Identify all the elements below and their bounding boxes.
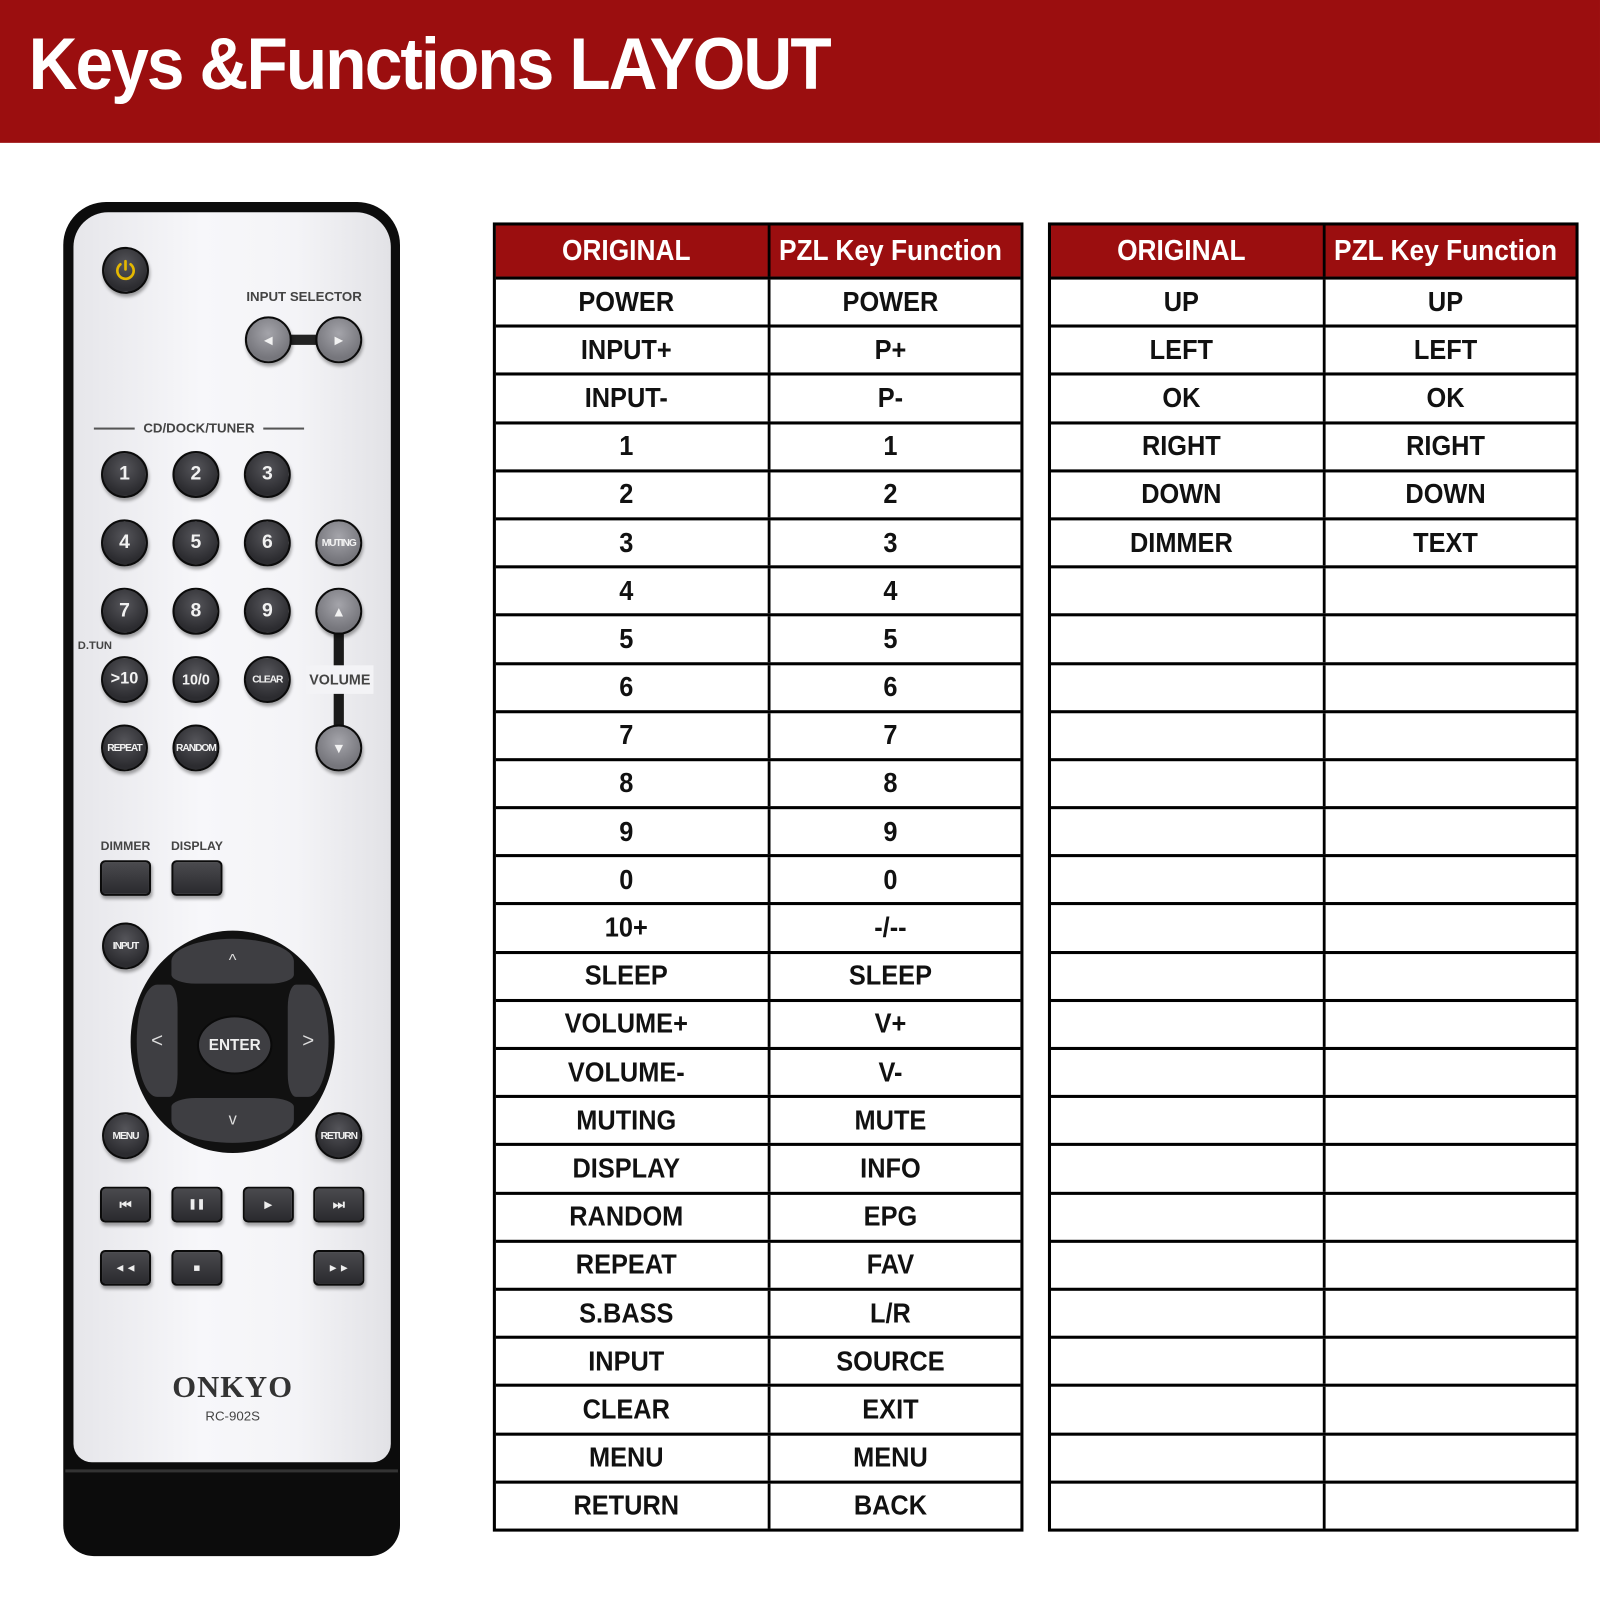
pzl-function-cell xyxy=(1322,1435,1565,1480)
original-key-cell: INPUT+ xyxy=(580,334,672,366)
original-key-cell xyxy=(1061,1002,1301,1047)
table-row xyxy=(1051,1288,1575,1336)
table-row xyxy=(496,373,1020,421)
pzl-function-cell xyxy=(1322,857,1565,902)
table-row xyxy=(1051,662,1575,710)
volume-up-button[interactable]: ▲ xyxy=(315,588,362,635)
pzl-function-cell: INFO xyxy=(767,1146,1010,1191)
pzl-function-cell: 8 xyxy=(767,761,1010,806)
pzl-function-cell xyxy=(1322,1483,1565,1528)
table-row xyxy=(1051,854,1575,902)
random-button[interactable]: RANDOM xyxy=(172,724,219,771)
original-key-cell xyxy=(1061,1243,1301,1288)
pzl-function-cell xyxy=(1322,1291,1565,1336)
table-row xyxy=(496,325,1020,373)
table-row xyxy=(1051,1191,1575,1239)
pzl-function-cell: 9 xyxy=(767,809,1010,854)
pzl-function-cell: LEFT xyxy=(1322,328,1565,373)
table-row xyxy=(1051,758,1575,806)
table-row xyxy=(496,1047,1020,1095)
pzl-function-cell xyxy=(1322,665,1565,710)
table-row xyxy=(1051,1336,1575,1384)
original-key-cell xyxy=(1061,809,1301,854)
table-row xyxy=(1051,421,1575,469)
dimmer-label: DIMMER xyxy=(100,838,151,854)
pzl-function-cell: L/R xyxy=(767,1291,1010,1336)
pzl-function-cell: 2 xyxy=(767,472,1010,517)
table-row xyxy=(1051,1143,1575,1191)
pzl-function-cell: P+ xyxy=(767,328,1010,373)
pzl-function-cell: EPG xyxy=(767,1194,1010,1239)
pzl-function-cell: MUTE xyxy=(767,1098,1010,1143)
table-row xyxy=(1051,517,1575,565)
header-original: ORIGINAL xyxy=(1117,234,1246,267)
original-key-cell xyxy=(1061,1194,1301,1239)
original-key-cell: LEFT xyxy=(1149,334,1214,366)
pzl-function-cell: MENU xyxy=(767,1435,1010,1480)
pzl-function-cell xyxy=(1322,1194,1565,1239)
table-row xyxy=(496,662,1020,710)
display-button[interactable] xyxy=(171,860,222,896)
power-button[interactable] xyxy=(102,247,149,294)
original-key-cell xyxy=(1061,713,1301,758)
original-key-cell: DISPLAY xyxy=(572,1153,681,1184)
pzl-function-cell xyxy=(1322,809,1565,854)
pzl-function-cell: UP xyxy=(1322,280,1565,325)
table-row xyxy=(496,1240,1020,1288)
dtun-label: D.TUN xyxy=(77,639,113,653)
pzl-function-cell xyxy=(1322,1339,1565,1384)
repeat-button[interactable]: REPEAT xyxy=(101,724,148,771)
page-title: Keys &Functions LAYOUT xyxy=(28,23,830,106)
table-row xyxy=(1051,1432,1575,1480)
original-key-cell: RANDOM xyxy=(569,1201,684,1232)
play-button[interactable]: ► xyxy=(243,1187,294,1223)
previous-button[interactable]: ⏮ xyxy=(100,1187,151,1223)
original-key-cell: 7 xyxy=(619,719,634,751)
table-row xyxy=(496,902,1020,950)
digit-8-button[interactable]: 8 xyxy=(172,588,219,635)
pzl-function-cell: SLEEP xyxy=(767,954,1010,999)
pzl-function-cell xyxy=(1322,568,1565,613)
pzl-function-cell xyxy=(1322,617,1565,662)
original-key-cell: 0 xyxy=(619,864,634,895)
dimmer-button[interactable] xyxy=(100,860,151,896)
original-key-cell: OK xyxy=(1162,382,1201,414)
original-key-cell: VOLUME- xyxy=(567,1056,685,1088)
table-row xyxy=(1051,806,1575,854)
table-row xyxy=(496,1336,1020,1384)
pzl-function-cell: BACK xyxy=(767,1483,1010,1528)
original-key-cell xyxy=(1061,617,1301,662)
fast-forward-button[interactable]: ►► xyxy=(313,1250,364,1286)
original-key-cell xyxy=(1061,665,1301,710)
title-banner xyxy=(0,0,1600,143)
power-icon xyxy=(113,258,137,282)
table-header xyxy=(1051,226,1575,277)
pzl-function-cell xyxy=(1322,1146,1565,1191)
table-row xyxy=(1051,1047,1575,1095)
table-row xyxy=(496,1095,1020,1143)
digit-3-button[interactable]: 3 xyxy=(244,451,291,498)
next-button[interactable]: ⏭ xyxy=(313,1187,364,1223)
table-row xyxy=(1051,373,1575,421)
table-row xyxy=(496,517,1020,565)
table-row xyxy=(1051,1480,1575,1528)
input-selector-right-button[interactable]: ► xyxy=(315,316,362,363)
original-key-cell xyxy=(1061,906,1301,951)
pzl-function-cell xyxy=(1322,1050,1565,1095)
dpad-down-button[interactable]: v xyxy=(171,1098,293,1143)
original-key-cell: 10+ xyxy=(604,912,648,943)
table-row xyxy=(1051,902,1575,950)
original-key-cell: RETURN xyxy=(573,1490,680,1521)
original-key-cell: INPUT xyxy=(588,1345,665,1377)
stop-button[interactable]: ■ xyxy=(171,1250,222,1286)
pzl-function-cell: 4 xyxy=(767,568,1010,613)
pzl-function-cell: SOURCE xyxy=(767,1339,1010,1384)
table-row xyxy=(496,1288,1020,1336)
table-row xyxy=(496,854,1020,902)
pzl-function-cell: TEXT xyxy=(1322,520,1565,565)
section-line-left xyxy=(94,428,135,430)
original-key-cell: MUTING xyxy=(576,1104,677,1136)
digit-9-button[interactable]: 9 xyxy=(244,588,291,635)
digit-6-button[interactable]: 6 xyxy=(244,519,291,566)
model-label: RC-902S xyxy=(205,1408,260,1424)
table-row xyxy=(496,565,1020,613)
remote-bottom-seam xyxy=(65,1469,398,1472)
table-row xyxy=(496,614,1020,662)
original-key-cell: MENU xyxy=(588,1441,664,1473)
digit-7-button[interactable]: 7 xyxy=(101,588,148,635)
table-row xyxy=(1051,325,1575,373)
pzl-function-cell: RIGHT xyxy=(1322,424,1565,469)
section-line-right xyxy=(263,428,304,430)
header-pzl-key-function: PZL Key Function xyxy=(1322,226,1565,277)
dpad-left-button[interactable]: < xyxy=(137,985,178,1097)
original-key-cell: S.BASS xyxy=(579,1297,674,1329)
table-row xyxy=(496,1191,1020,1239)
table-row xyxy=(1051,999,1575,1047)
pzl-function-cell xyxy=(1322,906,1565,951)
dpad-right-button[interactable]: > xyxy=(288,985,329,1097)
original-key-cell xyxy=(1061,954,1301,999)
table-row xyxy=(1051,1240,1575,1288)
table-row xyxy=(1051,1095,1575,1143)
table-row xyxy=(1051,710,1575,758)
enter-button[interactable]: ENTER xyxy=(197,1015,273,1074)
key-mapping-table-right xyxy=(1048,222,1579,1531)
pzl-function-cell xyxy=(1322,761,1565,806)
pzl-function-cell: P- xyxy=(767,376,1010,421)
original-key-cell: 1 xyxy=(619,430,634,462)
volume-down-button[interactable]: ▼ xyxy=(315,724,362,771)
original-key-cell xyxy=(1061,1291,1301,1336)
table-row xyxy=(496,710,1020,758)
pzl-function-cell: 7 xyxy=(767,713,1010,758)
return-button[interactable]: RETURN xyxy=(315,1112,362,1159)
pzl-function-cell: V- xyxy=(767,1050,1010,1095)
original-key-cell xyxy=(1061,1387,1301,1432)
table-row xyxy=(1051,1384,1575,1432)
section-label: CD/DOCK/TUNER xyxy=(143,420,255,436)
pzl-function-cell: 0 xyxy=(767,857,1010,902)
table-row xyxy=(1051,614,1575,662)
muting-button[interactable]: MUTING xyxy=(315,519,362,566)
table-row xyxy=(496,1480,1020,1528)
clear-button[interactable]: CLEAR xyxy=(244,656,291,703)
pause-button[interactable]: ❚❚ xyxy=(171,1187,222,1223)
table-row xyxy=(496,421,1020,469)
original-key-cell xyxy=(1061,1146,1301,1191)
pzl-function-cell: 1 xyxy=(767,424,1010,469)
original-key-cell: INPUT- xyxy=(584,382,668,414)
pzl-function-cell: FAV xyxy=(767,1243,1010,1288)
original-key-cell: 4 xyxy=(619,575,634,606)
table-row xyxy=(496,277,1020,325)
dpad-up-button[interactable]: ^ xyxy=(171,939,293,984)
original-key-cell: 8 xyxy=(619,767,634,799)
original-key-cell xyxy=(1061,1339,1301,1384)
input-selector-label: INPUT SELECTOR xyxy=(246,288,362,305)
key-mapping-table-left xyxy=(493,222,1024,1531)
header-pzl-key-function: PZL Key Function xyxy=(767,226,1010,277)
table-row xyxy=(496,999,1020,1047)
original-key-cell: POWER xyxy=(578,286,675,317)
pzl-function-cell: POWER xyxy=(767,280,1010,325)
table-row xyxy=(496,951,1020,999)
menu-button[interactable]: MENU xyxy=(102,1112,149,1159)
pzl-function-cell xyxy=(1322,1002,1565,1047)
table-row xyxy=(1051,565,1575,613)
digit-1-button[interactable]: 1 xyxy=(101,451,148,498)
original-key-cell: SLEEP xyxy=(584,960,668,992)
pzl-function-cell: 3 xyxy=(767,520,1010,565)
pzl-function-cell xyxy=(1322,1243,1565,1288)
brand-logo: ONKYO xyxy=(172,1370,294,1405)
original-key-cell xyxy=(1061,1435,1301,1480)
original-key-cell xyxy=(1061,1483,1301,1528)
original-key-cell: 6 xyxy=(619,671,634,703)
rewind-button[interactable]: ◄◄ xyxy=(100,1250,151,1286)
input-selector-left-button[interactable]: ◄ xyxy=(245,316,292,363)
original-key-cell: UP xyxy=(1163,286,1199,317)
original-key-cell: DIMMER xyxy=(1129,527,1233,558)
table-row xyxy=(496,469,1020,517)
pzl-function-cell: DOWN xyxy=(1322,472,1565,517)
pzl-function-cell: 5 xyxy=(767,617,1010,662)
header-original: ORIGINAL xyxy=(562,234,691,267)
original-key-cell: REPEAT xyxy=(575,1249,677,1280)
pzl-function-cell: 6 xyxy=(767,665,1010,710)
pzl-function-cell xyxy=(1322,1098,1565,1143)
pzl-function-cell xyxy=(1322,713,1565,758)
table-row xyxy=(496,1384,1020,1432)
greater-than-10-button[interactable]: >10 xyxy=(101,656,148,703)
table-row xyxy=(1051,469,1575,517)
table-row xyxy=(496,806,1020,854)
digit-4-button[interactable]: 4 xyxy=(101,519,148,566)
original-key-cell xyxy=(1061,568,1301,613)
pzl-function-cell: -/-- xyxy=(767,906,1010,951)
original-key-cell: RIGHT xyxy=(1141,430,1221,462)
pzl-function-cell: EXIT xyxy=(767,1387,1010,1432)
pzl-function-cell: OK xyxy=(1322,376,1565,421)
original-key-cell: CLEAR xyxy=(582,1393,670,1425)
pzl-function-cell xyxy=(1322,1387,1565,1432)
original-key-cell: 5 xyxy=(619,623,634,654)
table-header xyxy=(496,226,1020,277)
display-label: DISPLAY xyxy=(170,838,223,854)
original-key-cell: VOLUME+ xyxy=(564,1008,688,1040)
pzl-function-cell xyxy=(1322,954,1565,999)
input-button[interactable]: INPUT xyxy=(102,922,149,969)
volume-label: VOLUME xyxy=(309,671,371,688)
pzl-function-cell: V+ xyxy=(767,1002,1010,1047)
original-key-cell: 2 xyxy=(619,478,634,510)
table-row xyxy=(496,1432,1020,1480)
original-key-cell: 9 xyxy=(619,815,634,847)
table-row xyxy=(496,758,1020,806)
original-key-cell xyxy=(1061,857,1301,902)
table-row xyxy=(1051,951,1575,999)
digit-5-button[interactable]: 5 xyxy=(172,519,219,566)
original-key-cell: 3 xyxy=(619,527,634,558)
table-row xyxy=(1051,277,1575,325)
original-key-cell xyxy=(1061,1050,1301,1095)
original-key-cell xyxy=(1061,761,1301,806)
digit-2-button[interactable]: 2 xyxy=(172,451,219,498)
ten-zero-button[interactable]: 10/0 xyxy=(172,656,219,703)
original-key-cell xyxy=(1061,1098,1301,1143)
original-key-cell: DOWN xyxy=(1141,478,1222,510)
table-row xyxy=(496,1143,1020,1191)
